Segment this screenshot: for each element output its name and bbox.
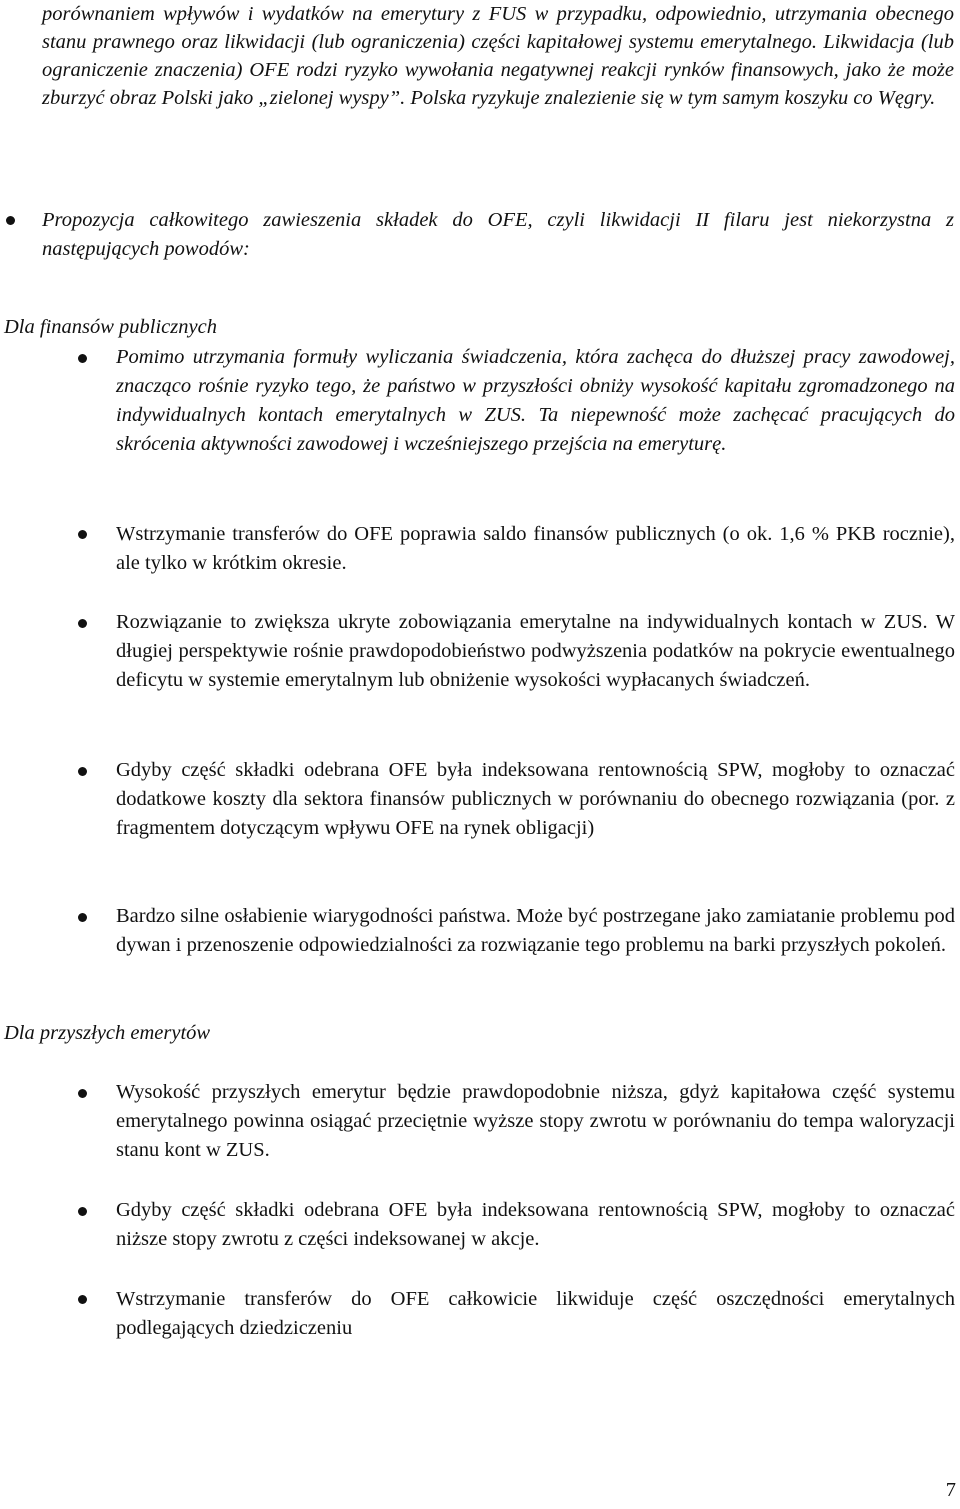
public-finance-item: Bardzo silne osłabienie wiarygodności państwa. Może być postrzegane jako zamiatanie problemu pod dywan i przenoszenie odpowiedzialności za rozwiązanie tego problemu na barki przyszłych pokoleń.	[116, 905, 955, 956]
main-bullet-text: Propozycja całkowitego zawieszenia składek do OFE, czyli likwidacji II filaru jest niekorzystna z następujących powodów:	[42, 209, 954, 260]
bullet-icon	[78, 1295, 87, 1304]
bullet-icon	[78, 619, 87, 628]
page-number: 7	[945, 1479, 956, 1501]
bullet-icon	[6, 216, 15, 225]
bullet-icon	[78, 530, 87, 539]
bullet-icon	[78, 913, 87, 922]
public-finance-item: Rozwiązanie to zwiększa ukryte zobowiązania emerytalne na indywidualnych kontach w ZUS. W długiej perspektywie rośnie prawdopodobieństwo podwyższenia podatków na pokrycie ewentualnego deficytu w systemie emerytalnym lub obniżenie wysokości wypłacanych świadczeń.	[116, 611, 955, 691]
section-heading-public-finance: Dla finansów publicznych	[4, 316, 217, 338]
future-pensioners-item: Wysokość przyszłych emerytur będzie prawdopodobnie niższa, gdyż kapitałowa część systemu emerytalnego powinna osiągać przeciętnie wyższe stopy zwrotu w porównaniu do tempa waloryzacji stanu kont w ZUS.	[116, 1081, 955, 1161]
bullet-icon	[78, 1207, 87, 1216]
public-finance-item: Wstrzymanie transferów do OFE poprawia saldo finansów publicznych (o ok. 1,6 % PKB rocznie), ale tylko w krótkim okresie.	[116, 523, 955, 574]
bullet-icon	[78, 354, 87, 363]
section-heading-future-pensioners: Dla przyszłych emerytów	[4, 1022, 211, 1044]
bullet-icon	[78, 767, 87, 776]
future-pensioners-item: Wstrzymanie transferów do OFE całkowicie likwiduje część oszczędności emerytalnych podlegających dziedziczeniu	[116, 1288, 955, 1339]
future-pensioners-item: Gdyby część składki odebrana OFE była indeksowana rentownością SPW, mogłoby to oznaczać niższe stopy zwrotu z części indeksowanej w akcje.	[116, 1199, 955, 1250]
bullet-icon	[78, 1089, 87, 1098]
public-finance-item: Gdyby część składki odebrana OFE była indeksowana rentownością SPW, mogłoby to oznaczać dodatkowe koszty dla sektora finansów publicznych w porównaniu do obecnego rozwiązania (por. z fragmentem dotyczącym wpływu OFE na rynek obligacji)	[116, 759, 955, 839]
public-finance-item: Pomimo utrzymania formuły wyliczania świadczenia, która zachęca do dłuższej pracy zawodowej, znacząco rośnie ryzyko tego, że państwo w przyszłości obniży wysokość kapitału zgromadzonego na indywidualnych kontach emerytalnych w ZUS. Ta niepewność może zachęcać pracujących do skrócenia aktywności zawodowej i wcześniejszego przejścia na emeryturę.	[116, 346, 955, 455]
intro-paragraph: porównaniem wpływów i wydatków na emerytury z FUS w przypadku, odpowiednio, utrzymania obecnego stanu prawnego oraz likwidacji (lub ograniczenia) części kapitałowej systemu emerytalnego. Likwidacja (lub ograniczenie znaczenia) OFE rodzi ryzyko wywołania negatywnej reakcji rynków finansowych, jako że może zburzyć obraz Polski jako „zielonej wyspy”. Polska ryzykuje znalezienie się w tym samym koszyku co Węgry.	[42, 3, 954, 109]
